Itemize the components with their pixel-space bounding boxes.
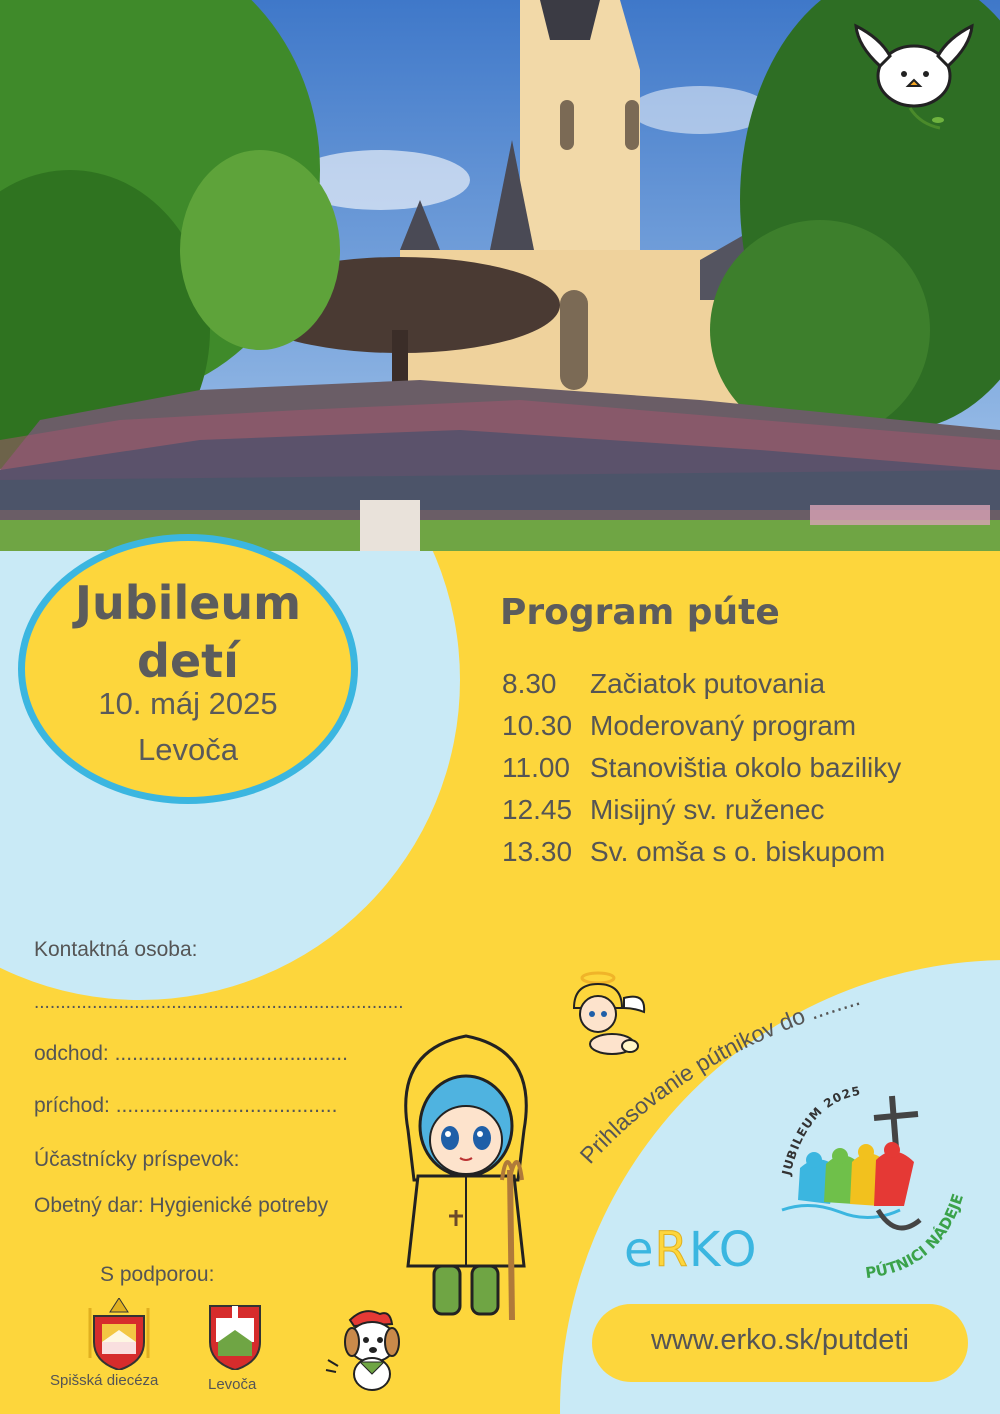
title-line-1: Jubileum — [74, 576, 302, 630]
contact-person-line: ...................................................................... — [34, 992, 404, 1013]
program-time: 8.30 — [502, 668, 557, 699]
website-pill[interactable] — [592, 1304, 968, 1382]
offering-text: Obetný dar: Hygienické potreby — [34, 1194, 329, 1217]
partner-diocese-name: Spišská diecéza — [50, 1372, 159, 1389]
puppy-mascot-icon — [324, 1300, 410, 1396]
partner-town-name: Levoča — [208, 1376, 257, 1393]
erko-logo-ko: KO — [688, 1222, 758, 1278]
girl-pilgrim-mascot-icon — [394, 1030, 540, 1330]
program-event: Moderovaný program — [590, 710, 857, 741]
diocese-crest-icon — [86, 1298, 152, 1370]
website-link[interactable]: www.erko.sk/putdeti — [651, 1324, 909, 1356]
arrival-field: príchod: ...................................... — [34, 1094, 338, 1117]
program-time: 10.30 — [502, 710, 573, 741]
contact-person-label: Kontaktná osoba: — [34, 938, 198, 961]
program-event: Sv. omša s o. biskupom — [590, 836, 886, 867]
levoca-crest-icon — [206, 1302, 264, 1370]
jubilee-bottom-text: PÚTNICI NÁDEJE — [864, 1191, 968, 1283]
fee-label: Účastnícky príspevok: — [34, 1148, 240, 1171]
event-title — [18, 574, 358, 690]
dove-mascot-icon — [850, 16, 976, 132]
program-time: 13.30 — [502, 836, 573, 867]
program-heading: Program púte — [500, 592, 780, 633]
support-label: S podporou: — [100, 1263, 215, 1286]
event-place: Levoča — [138, 732, 238, 767]
jubilee-top-text: JUBILEUM 2025 — [779, 1083, 863, 1177]
program-event: Začiatok putovania — [590, 668, 826, 699]
program-time: 11.00 — [502, 752, 570, 783]
departure-field: odchod: ........................................ — [34, 1042, 348, 1065]
program-event: Stanovištia okolo baziliky — [590, 752, 902, 783]
erko-logo-e: e — [624, 1222, 655, 1278]
erko-logo-r: R — [654, 1222, 689, 1278]
event-date: 10. máj 2025 — [98, 686, 278, 721]
registration-text: Prihlasovanie pútnikov do ........ — [574, 984, 863, 1169]
jubilee-2025-logo — [770, 1080, 990, 1290]
program-event: Misijný sv. ruženec — [590, 794, 825, 825]
title-line-2: detí — [137, 634, 239, 688]
program-time: 12.45 — [502, 794, 573, 825]
erko-logo — [624, 1222, 758, 1278]
